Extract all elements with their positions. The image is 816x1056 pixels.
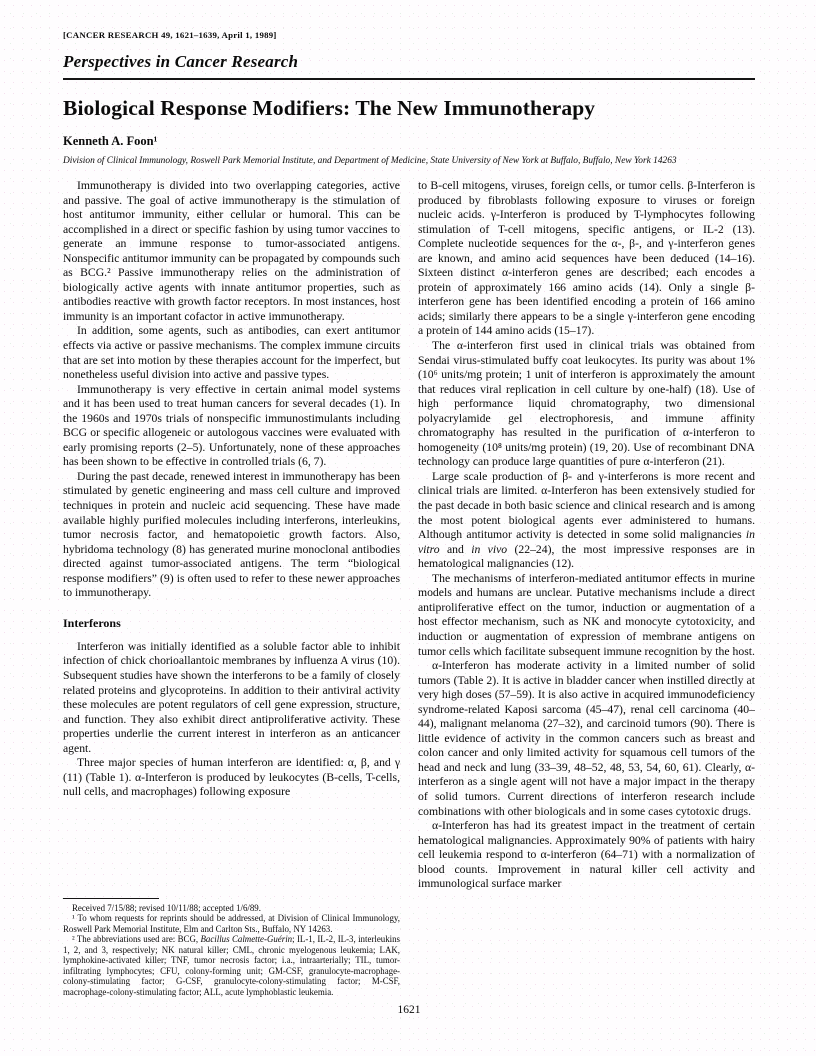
- section-heading-interferons: Interferons: [63, 615, 121, 630]
- body-paragraph: α-Interferon has moderate activity in a limited number of solid tumors (Table 2). It is active in bladder cancer when instilled directly at very high doses (57–59). It is also active in acquired immunodeficiency syndrome-related Kaposi sarcoma (45–47), renal cell carcinoma (40–44), malignant melanoma (27–32), and carcinoid tumors (90). There is little evidence of activity in the common cancers such as breast and colon cancer and only limited activity for squamous cell tumors of the head and neck and lung (33–39, 48–52, 48, 53, 54, 60, 61). Clearly, α-interferon as a single agent will not have a major impact in the therapy of solid tumors. Current directions of interferon research include combinations with other biologicals and in some cases cytotoxic drugs.: [418, 659, 755, 818]
- body-paragraph: Large scale production of β- and γ-interferons is more recent and clinical trials are limited. α-Interferon has been extensively studied for the past decade in both basic science and clinical research and is among the most potent biological agents ever administered to humans. Although antitumor activity is detected in some solid malignancies in vitro and in vivo (22–24), the most impressive responses are in hematological malignancies (12).: [418, 469, 755, 571]
- body-paragraph: Immunotherapy is very effective in certain animal model systems and it has been used to treat human cancers for several decades (1). In the 1960s and 1970s trials of nonspecific immunostimulants including BCG or specific allogeneic or autologous vaccines were evaluated with early promising reports (2–5). Unfortunately, none of these approaches has been shown to be effective in controlled trials (6, 7).: [63, 382, 400, 469]
- footnote-rule: [63, 898, 159, 899]
- journal-citation-line: [CANCER RESEARCH 49, 1621–1639, April 1, 1989]: [63, 30, 277, 40]
- body-paragraph: Immunotherapy is divided into two overlapping categories, active and passive. The goal of active immunotherapy is the stimulation of host antitumor immunity, either cellular or humoral. This can be accomplished in a direct or specific fashion by using tumor vaccines to generate an immune response to tumor-associated antigens. Nonspecific antitumor immunity can be propagated by compounds such as BCG.² Passive immunotherapy relies on the administration of biologically active agents with innate antitumor properties, such as antibodies reactive with growth factor receptors. In most instances, host immunity is an important cofactor in active immunotherapy.: [63, 179, 400, 323]
- footnote-abbreviations: ² The abbreviations used are: BCG, Bacillus Calmette-Guérin; IL-1, IL-2, IL-3, interleukins 1, 2, and 3, respectively; NK natural killer; CML, chronic myelogenous leukemia; LAK, lymphokine-activated killer; TNF, tumor necrosis factor; i.a., intraarterially; TIL, tumor-infiltrating lymphocytes; CFU, colony-forming unit; GM-CSF, granulocyte-macrophage-colony-stimulating factor; G-CSF, granulocyte-colony-stimulating factor; M-CSF, macrophage-colony-stimulating factor; ALL, acute lymphoblastic leukemia.: [63, 934, 400, 997]
- footnote-reprints: ¹ To whom requests for reprints should be addressed, at Division of Clinical Immunology, Roswell Park Memorial Institute, Elm and Carlton Sts., Buffalo, NY 14263.: [63, 913, 400, 934]
- body-paragraph: to B-cell mitogens, viruses, foreign cells, or tumor cells. β-Interferon is produced by fibroblasts following exposure to viruses or foreign nucleic acids. γ-Interferon is produced by T-lymphocytes following stimulation of T-cell mitogens, specific antigens, or IL-2 (13). Complete nucleotide sequences for the α-, β-, and γ-interferon genes are known, and amino acid sequences have been deduced (14–16). Sixteen distinct α-interferon genes are described; each encodes a protein of approximately 166 amino acids (14). Only a single β-interferon gene has been identified encoding a protein of 166 amino acids; similarly there appears to be a single γ-interferon gene encoding a protein of 144 amino acids (15–17).: [418, 179, 755, 338]
- article-body: [63, 179, 755, 997]
- body-paragraph: The α-interferon first used in clinical trials was obtained from Sendai virus-stimulated buffy coat leukocytes. Its purity was about 1% (10⁶ units/mg protein; 1 unit of interferon is approximately the amount that reduces viral replication in cell culture by one-half) (18). Use of high performance liquid chromatography, two dimensional polyacrylamide gel electrophoresis, and immune affinity chromatography has resulted in the purification of α-interferon to homogeneity (10⁸ units/mg protein) (19, 20). Use of recombinant DNA technology can produce large quantities of pure α-interferon (21).: [418, 339, 755, 469]
- author-name: Kenneth A. Foon¹: [63, 134, 158, 148]
- left-column: [63, 179, 400, 997]
- body-paragraph: α-Interferon has had its greatest impact in the treatment of certain hematological malignancies. Approximately 90% of patients with hairy cell leukemia respond to α-interferon (64–71) with a normalization of blood counts. Improvement in natural killer cell activity and immunological surface marker: [418, 819, 755, 891]
- footnote-received: Received 7/15/88; revised 10/11/88; accepted 1/6/89.: [72, 902, 261, 913]
- body-paragraph: During the past decade, renewed interest in immunotherapy has been stimulated by genetic engineering and mass cell culture and improved techniques in protein and nucleic acid sequencing. These have made available highly purified molecules including interferons, interleukins, tumor necrosis factor, and hematopoietic growth factors. Also, hybridoma technology (8) has generated murine monoclonal antibodies directed against tumor-associated antigens. The term “biological response modifiers” (9) is often used to refer to these newer approaches to immunotherapy.: [63, 469, 400, 600]
- page-number: 1621: [397, 1004, 421, 1016]
- body-paragraph: Three major species of human interferon are identified: α, β, and γ (11) (Table 1). α-Interferon is produced by leukocytes (B-cells, T-cells, null cells, and macrophages) following exposure: [63, 756, 400, 799]
- article-title: Biological Response Modifiers: The New Immunotherapy: [63, 96, 596, 120]
- right-column: [418, 179, 755, 997]
- body-paragraph: The mechanisms of interferon-mediated antitumor effects in murine models and humans are unclear. Putative mechanisms include a direct antiproliferative effect on the tumor, induction or augmentation of a host effector mechanism, such as NK and monocyte cytotoxicity, and induction or augmentation of expression of membrane antigens on tumor cells which facilitate subsequent immune recognition by the host.: [418, 571, 755, 658]
- body-paragraph: In addition, some agents, such as antibodies, can exert antitumor effects via active or passive mechanisms. The complex immune circuits that are set into motion by these therapies account for the imperfect, but nonetheless useful division into active and passive types.: [63, 324, 400, 382]
- footnote-block: [63, 894, 400, 998]
- section-banner: Perspectives in Cancer Research: [63, 52, 755, 80]
- author-affiliation: Division of Clinical Immunology, Roswell Park Memorial Institute, and Department of Medicine, State University of New York at Buffalo, Buffalo, New York 14263: [63, 156, 677, 166]
- body-paragraph: Interferon was initially identified as a soluble factor able to inhibit infection of chick chorioallantoic membranes by influenza A virus (10). Subsequent studies have shown the interferons to be a family of closely related proteins and glycoproteins. In addition to their antiviral activity these molecules are potent regulators of cell gene expression, structure, and function. They also exhibit direct antiproliferative activity. These properties underlie the current interest in interferon as an anticancer agent.: [63, 639, 400, 755]
